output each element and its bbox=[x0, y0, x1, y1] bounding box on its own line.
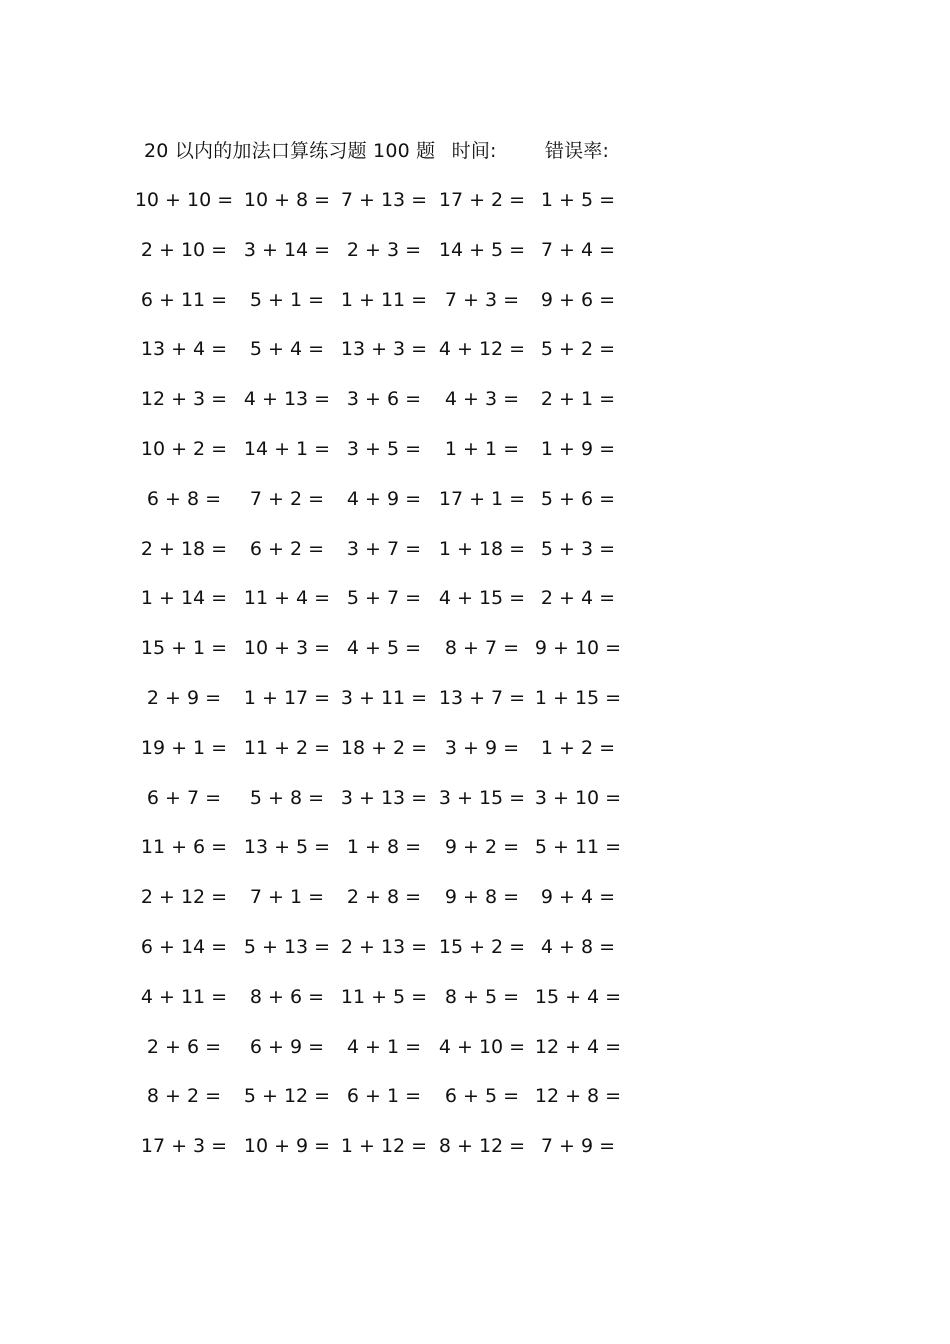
problem-item: 8 + 7 = bbox=[444, 637, 520, 659]
problem-item: 10 + 10 = bbox=[134, 189, 234, 211]
problem-item: 7 + 1 = bbox=[249, 886, 325, 908]
problem-item: 5 + 1 = bbox=[249, 289, 325, 311]
problem-item: 4 + 8 = bbox=[540, 936, 616, 958]
problem-item: 10 + 9 = bbox=[243, 1135, 331, 1157]
problem-item: 3 + 10 = bbox=[534, 787, 622, 809]
problem-item: 6 + 7 = bbox=[146, 787, 222, 809]
problem-item: 6 + 2 = bbox=[249, 538, 325, 560]
problem-item: 4 + 1 = bbox=[346, 1036, 422, 1058]
problem-item: 7 + 9 = bbox=[540, 1135, 616, 1157]
problem-item: 3 + 15 = bbox=[438, 787, 526, 809]
problem-item: 9 + 4 = bbox=[540, 886, 616, 908]
problem-item: 2 + 13 = bbox=[340, 936, 428, 958]
problem-item: 5 + 7 = bbox=[346, 587, 422, 609]
problem-item: 1 + 8 = bbox=[346, 836, 422, 858]
problem-item: 8 + 12 = bbox=[438, 1135, 526, 1157]
problem-item: 3 + 6 = bbox=[346, 388, 422, 410]
problem-item: 1 + 15 = bbox=[534, 687, 622, 709]
problem-item: 5 + 2 = bbox=[540, 338, 616, 360]
problem-item: 4 + 9 = bbox=[346, 488, 422, 510]
problem-item: 10 + 2 = bbox=[140, 438, 228, 460]
problem-item: 4 + 13 = bbox=[243, 388, 331, 410]
problem-item: 3 + 14 = bbox=[243, 239, 331, 261]
problem-item: 13 + 3 = bbox=[340, 338, 428, 360]
problem-item: 11 + 2 = bbox=[243, 737, 331, 759]
problem-item: 5 + 4 = bbox=[249, 338, 325, 360]
problem-item: 1 + 5 = bbox=[540, 189, 616, 211]
problem-item: 1 + 11 = bbox=[340, 289, 428, 311]
problem-item: 15 + 4 = bbox=[534, 986, 622, 1008]
problem-item: 15 + 2 = bbox=[438, 936, 526, 958]
problem-item: 8 + 5 = bbox=[444, 986, 520, 1008]
problem-item: 2 + 4 = bbox=[540, 587, 616, 609]
problem-item: 5 + 3 = bbox=[540, 538, 616, 560]
problem-item: 9 + 2 = bbox=[444, 836, 520, 858]
problem-item: 12 + 4 = bbox=[534, 1036, 622, 1058]
problem-item: 9 + 10 = bbox=[534, 637, 622, 659]
problem-item: 1 + 14 = bbox=[140, 587, 228, 609]
problem-item: 4 + 10 = bbox=[438, 1036, 526, 1058]
problem-item: 14 + 1 = bbox=[243, 438, 331, 460]
error-rate-label: 错误率: bbox=[544, 140, 610, 162]
problem-item: 17 + 1 = bbox=[438, 488, 526, 510]
problem-item: 6 + 1 = bbox=[346, 1085, 422, 1107]
problem-item: 1 + 17 = bbox=[243, 687, 331, 709]
problem-item: 4 + 5 = bbox=[346, 637, 422, 659]
problem-item: 12 + 8 = bbox=[534, 1085, 622, 1107]
problem-item: 14 + 5 = bbox=[438, 239, 526, 261]
problem-item: 17 + 2 = bbox=[438, 189, 526, 211]
problem-item: 13 + 7 = bbox=[438, 687, 526, 709]
problem-item: 1 + 12 = bbox=[340, 1135, 428, 1157]
problem-item: 3 + 9 = bbox=[444, 737, 520, 759]
problem-item: 2 + 8 = bbox=[346, 886, 422, 908]
problem-item: 2 + 12 = bbox=[140, 886, 228, 908]
problem-item: 9 + 8 = bbox=[444, 886, 520, 908]
problem-item: 13 + 4 = bbox=[140, 338, 228, 360]
problem-item: 13 + 5 = bbox=[243, 836, 331, 858]
problem-item: 12 + 3 = bbox=[140, 388, 228, 410]
problem-item: 17 + 3 = bbox=[140, 1135, 228, 1157]
problem-item: 19 + 1 = bbox=[140, 737, 228, 759]
problem-item: 7 + 2 = bbox=[249, 488, 325, 510]
problem-item: 3 + 7 = bbox=[346, 538, 422, 560]
problem-item: 11 + 6 = bbox=[140, 836, 228, 858]
problem-item: 5 + 8 = bbox=[249, 787, 325, 809]
problem-item: 10 + 8 = bbox=[243, 189, 331, 211]
problem-item: 7 + 13 = bbox=[340, 189, 428, 211]
problem-item: 8 + 6 = bbox=[249, 986, 325, 1008]
problem-item: 1 + 1 = bbox=[444, 438, 520, 460]
problem-item: 3 + 5 = bbox=[346, 438, 422, 460]
problem-item: 3 + 13 = bbox=[340, 787, 428, 809]
problem-item: 1 + 2 = bbox=[540, 737, 616, 759]
problem-item: 8 + 2 = bbox=[146, 1085, 222, 1107]
problem-item: 4 + 11 = bbox=[140, 986, 228, 1008]
problem-item: 2 + 3 = bbox=[346, 239, 422, 261]
problem-item: 7 + 3 = bbox=[444, 289, 520, 311]
problem-item: 5 + 11 = bbox=[534, 836, 622, 858]
problem-item: 5 + 12 = bbox=[243, 1085, 331, 1107]
problem-item: 6 + 9 = bbox=[249, 1036, 325, 1058]
problem-item: 6 + 14 = bbox=[140, 936, 228, 958]
problem-item: 2 + 10 = bbox=[140, 239, 228, 261]
problem-item: 3 + 11 = bbox=[340, 687, 428, 709]
problem-item: 7 + 4 = bbox=[540, 239, 616, 261]
problem-item: 6 + 8 = bbox=[146, 488, 222, 510]
problem-item: 4 + 15 = bbox=[438, 587, 526, 609]
problem-item: 15 + 1 = bbox=[140, 637, 228, 659]
problem-item: 5 + 13 = bbox=[243, 936, 331, 958]
problem-item: 2 + 9 = bbox=[146, 687, 222, 709]
problem-item: 10 + 3 = bbox=[243, 637, 331, 659]
problem-item: 1 + 18 = bbox=[438, 538, 526, 560]
problem-item: 4 + 12 = bbox=[438, 338, 526, 360]
problem-item: 18 + 2 = bbox=[340, 737, 428, 759]
time-label: 时间: bbox=[451, 140, 497, 162]
problem-item: 2 + 18 = bbox=[140, 538, 228, 560]
problem-item: 1 + 9 = bbox=[540, 438, 616, 460]
problem-item: 5 + 6 = bbox=[540, 488, 616, 510]
worksheet-title: 20 以内的加法口算练习题 100 题 bbox=[144, 140, 436, 162]
problem-item: 4 + 3 = bbox=[444, 388, 520, 410]
problem-item: 9 + 6 = bbox=[540, 289, 616, 311]
problem-item: 11 + 4 = bbox=[243, 587, 331, 609]
problem-item: 11 + 5 = bbox=[340, 986, 428, 1008]
problem-item: 2 + 6 = bbox=[146, 1036, 222, 1058]
problem-item: 6 + 11 = bbox=[140, 289, 228, 311]
problem-item: 2 + 1 = bbox=[540, 388, 616, 410]
problem-item: 6 + 5 = bbox=[444, 1085, 520, 1107]
